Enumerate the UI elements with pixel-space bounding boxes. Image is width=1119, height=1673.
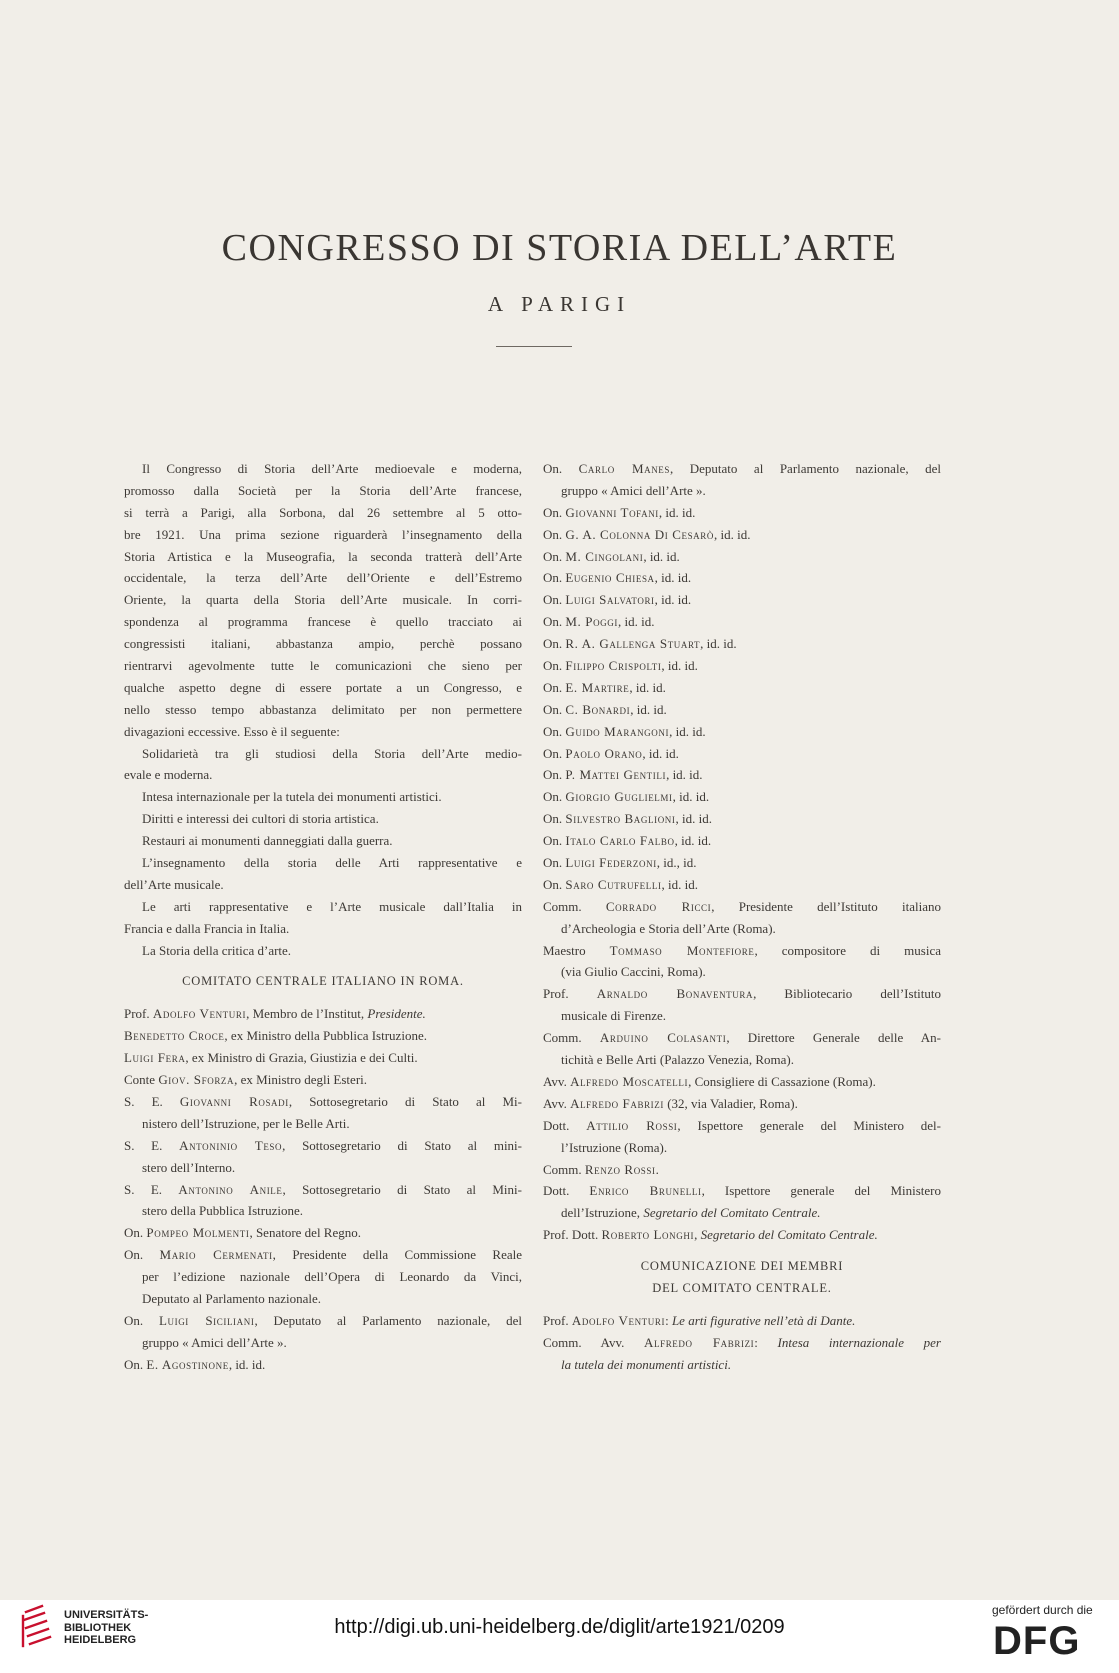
member-name: Silvestro Baglioni xyxy=(565,811,676,827)
topic-item: Solidarietà tra gli studiosi della Storia dell’Arte medio- xyxy=(142,745,522,761)
member-entry: On. G. A. Colonna Di Cesarò, id. id. xyxy=(543,526,751,542)
member-name: Paolo Orano xyxy=(565,745,643,761)
left-column xyxy=(124,458,522,1376)
member-entry: Prof. Arnaldo Bonaventura, Bibliotecario dell’Istituto xyxy=(543,986,941,1002)
member-entry-cont: (via Giulio Caccini, Roma). xyxy=(561,964,706,980)
member-name: Eugenio Chiesa xyxy=(565,570,655,586)
member-entry: On. P. Mattei Gentili, id. id. xyxy=(543,767,703,783)
member-entry: On. Silvestro Baglioni, id. id. xyxy=(543,811,712,827)
topic-list xyxy=(124,743,522,962)
member-entry-cont: nistero dell’Istruzione, per le Belle Arti. xyxy=(142,1115,350,1131)
member-name: Arduino Colasanti xyxy=(599,1030,727,1046)
member-name: Adolfo Venturi xyxy=(152,1006,247,1022)
member-entry: On. Luigi Salvatori, id. id. xyxy=(543,592,692,608)
member-entry-cont: Deputato al Parlamento nazionale. xyxy=(142,1290,322,1306)
member-entry-cont: d’Archeologia e Storia dell’Arte (Roma). xyxy=(561,920,776,936)
member-name: Luigi Siciliani xyxy=(158,1312,255,1328)
member-entry: S. E. Giovanni Rosadi, Sottosegretario di Stato al Mi- xyxy=(124,1093,522,1109)
member-entry: On. Luigi Siciliani, Deputato al Parlamento nazionale, del xyxy=(124,1312,522,1328)
member-list xyxy=(543,458,941,1246)
text-line: spondenza al programma francese è quello tracciato ai xyxy=(124,614,522,630)
topic-item: Intesa internazionale per la tutela dei monumenti artistici. xyxy=(142,789,442,805)
topic-item-cont: dell’Arte musicale. xyxy=(124,876,224,892)
member-entry: On. Filippo Crispolti, id. id. xyxy=(543,658,698,674)
member-name: Roberto Longhi xyxy=(601,1227,695,1243)
member-entry: On. C. Bonardi, id. id. xyxy=(543,701,667,717)
member-name: R. A. Gallenga Stuart xyxy=(565,636,701,652)
member-entry: Luigi Fera, ex Ministro di Grazia, Giustizia e dei Culti. xyxy=(124,1050,418,1066)
member-entry-cont: dell’Istruzione, Segretario del Comitato Centrale. xyxy=(561,1205,821,1221)
member-entry-cont: gruppo « Amici dell’Arte ». xyxy=(561,482,706,498)
member-name: Arnaldo Bonaventura xyxy=(596,986,754,1002)
member-entry: Prof. Adolfo Venturi: Le arti figurative nell’età di Dante. xyxy=(543,1312,856,1328)
member-entry: On. Saro Cutrufelli, id. id. xyxy=(543,876,699,892)
member-entry: On. M. Cingolani, id. id. xyxy=(543,548,680,564)
member-name: Giorgio Guglielmi xyxy=(565,789,673,805)
topic-item: La Storia della critica d’arte. xyxy=(142,942,292,958)
topic-item: Diritti e interessi dei cultori di storia artistica. xyxy=(142,811,379,827)
member-name: Guido Marangoni xyxy=(565,723,670,739)
member-entry: On. M. Poggi, id. id. xyxy=(543,614,655,630)
member-entry: On. Paolo Orano, id. id. xyxy=(543,745,679,761)
title-divider xyxy=(496,346,572,347)
member-entry: On. Pompeo Molmenti, Senatore del Regno. xyxy=(124,1225,361,1241)
topic-item: Restauri ai monumenti danneggiati dalla guerra. xyxy=(142,833,393,849)
comunicazione-heading: COMUNICAZIONE DEI MEMBRI xyxy=(640,1259,844,1274)
member-name: Giov. Sforza xyxy=(158,1072,235,1088)
member-name: Luigi Fera xyxy=(124,1050,186,1066)
member-entry: On. Carlo Manes, Deputato al Parlamento nazionale, del xyxy=(543,461,941,476)
right-column xyxy=(543,458,941,1376)
member-entry-cont: musicale di Firenze. xyxy=(561,1008,667,1024)
member-entry: On. Italo Carlo Falbo, id. id. xyxy=(543,833,712,849)
member-entry: On. E. Martire, id. id. xyxy=(543,679,666,695)
intro-paragraph xyxy=(124,458,522,743)
comunicazione-list xyxy=(543,1310,941,1376)
text-line: promosso dalla Società per la Storia dell’Arte francese, xyxy=(124,482,522,498)
member-name: M. Poggi xyxy=(565,614,618,630)
member-entry: Comm. Avv. Alfredo Fabrizi: Intesa internazionale per xyxy=(543,1334,941,1350)
topic-item-cont: Francia e dalla Francia in Italia. xyxy=(124,920,290,936)
comitato-heading: COMITATO CENTRALE ITALIANO IN ROMA. xyxy=(182,974,464,989)
member-name: Alfredo Fabrizi xyxy=(644,1334,755,1350)
member-entry-cont: stero della Pubblica Istruzione. xyxy=(142,1203,304,1219)
member-entry: Dott. Enrico Brunelli, Ispettore generale del Ministero xyxy=(543,1183,941,1199)
member-name: Corrado Ricci xyxy=(605,898,712,914)
member-entry-cont: stero dell’Interno. xyxy=(142,1159,236,1175)
member-entry: Benedetto Croce, ex Ministro della Pubblica Istruzione. xyxy=(124,1028,427,1044)
library-name-line: HEIDELBERG xyxy=(64,1634,137,1646)
member-entry: On. Luigi Federzoni, id., id. xyxy=(543,855,697,871)
text-line: qualche aspetto degne di essere portate a un Congresso, e xyxy=(124,679,522,695)
member-entry: On. Eugenio Chiesa, id. id. xyxy=(543,570,692,586)
member-entry-cont: tichità e Belle Arti (Palazzo Venezia, Roma). xyxy=(561,1052,794,1068)
member-name: Attilio Rossi xyxy=(586,1117,678,1133)
member-name: Renzo Rossi xyxy=(584,1161,656,1177)
member-entry: Comm. Corrado Ricci, Presidente dell’Istituto italiano xyxy=(543,898,941,914)
member-name: Mario Cermenati xyxy=(159,1247,273,1263)
text-line: divagazioni eccessive. Esso è il seguente: xyxy=(124,723,340,739)
member-entry: Prof. Adolfo Venturi, Membro de l’Institut, Presidente. xyxy=(124,1006,426,1022)
comunicazione-heading-2: DEL COMITATO CENTRALE. xyxy=(652,1280,832,1295)
member-name: Luigi Federzoni xyxy=(565,855,657,871)
member-entry: On. R. A. Gallenga Stuart, id. id. xyxy=(543,636,737,652)
member-name: Enrico Brunelli xyxy=(589,1183,702,1199)
dfg-logo: DFG xyxy=(993,1619,1081,1663)
text-line: nello stesso tempo abbastanza delimitato per non permettere xyxy=(124,701,522,717)
text-line: occidentale, la terza dell’Arte dell’Oriente e dell’Estremo xyxy=(124,570,522,586)
text-line: Oriente, la quarta della Storia dell’Arte musicale. In corri- xyxy=(124,592,522,608)
member-entry: On. Giorgio Guglielmi, id. id. xyxy=(543,789,710,805)
text-line: Storia Artistica e la Museografia, la seconda tratterà dell’Arte xyxy=(124,548,522,564)
document-url-link[interactable]: http://digi.ub.uni-heidelberg.de/diglit/arte1921/0209 xyxy=(334,1616,785,1638)
member-entry: On. Guido Marangoni, id. id. xyxy=(543,723,706,739)
member-list xyxy=(124,1003,522,1375)
member-name: Adolfo Venturi xyxy=(571,1312,666,1328)
member-entry: On. E. Agostinone, id. id. xyxy=(124,1356,266,1372)
member-name: P. Mattei Gentili xyxy=(565,767,667,783)
text-line: si terrà a Parigi, alla Sorbona, dal 26 settembre al 5 otto- xyxy=(124,504,522,520)
member-entry: On. Giovanni Tofani, id. id. xyxy=(543,504,696,520)
topic-item: L’insegnamento della storia delle Arti rappresentative e xyxy=(142,855,522,871)
member-name: Antonino Anile xyxy=(178,1181,283,1197)
text-line: Il Congresso di Storia dell’Arte medioevale e moderna, xyxy=(142,461,522,476)
page-title: CONGRESSO DI STORIA DELL’ARTE xyxy=(221,227,898,269)
member-name: Saro Cutrufelli xyxy=(565,876,662,892)
member-name: E. Agostinone xyxy=(146,1356,229,1372)
member-entry-cont: per l’edizione nazionale dell’Opera di Leonardo da Vinci, xyxy=(142,1269,522,1285)
member-name: Alfredo Fabrizi xyxy=(570,1095,664,1111)
member-entry: S. E. Antoninio Teso, Sottosegretario di Stato al mini- xyxy=(124,1137,522,1153)
member-entry: Comm. Renzo Rossi. xyxy=(543,1161,659,1177)
member-name: Giovanni Tofani xyxy=(565,504,659,520)
topic-item-cont: evale e moderna. xyxy=(124,767,213,783)
member-name: Giovanni Rosadi xyxy=(179,1093,289,1109)
member-entry: Prof. Dott. Roberto Longhi, Segretario del Comitato Centrale. xyxy=(543,1227,878,1243)
text-line: congressisti italiani, abbastanza ampio, perchè possano xyxy=(124,636,522,652)
topic-item: Le arti rappresentative e l’Arte musicale dall’Italia in xyxy=(142,898,522,914)
member-entry: On. Mario Cermenati, Presidente della Commissione Reale xyxy=(124,1247,522,1263)
member-entry: Maestro Tommaso Montefiore, compositore di musica xyxy=(543,942,941,958)
member-name: Benedetto Croce xyxy=(124,1028,225,1044)
member-entry: Comm. Arduino Colasanti, Direttore Generale delle An- xyxy=(543,1030,941,1046)
member-entry: Avv. Alfredo Moscatelli, Consigliere di Cassazione (Roma). xyxy=(543,1073,876,1089)
text-line: bre 1921. Una prima sezione riguarderà l’insegnamento della xyxy=(124,526,522,542)
member-entry: Conte Giov. Sforza, ex Ministro degli Esteri. xyxy=(124,1072,368,1088)
member-entry: Dott. Attilio Rossi, Ispettore generale del Ministero del- xyxy=(543,1117,941,1133)
member-entry-cont: l’Istruzione (Roma). xyxy=(561,1139,668,1155)
member-name: G. A. Colonna Di Cesarò xyxy=(565,526,714,542)
member-name: M. Cingolani xyxy=(565,548,644,564)
member-entry: Avv. Alfredo Fabrizi (32, via Valadier, Roma). xyxy=(543,1095,798,1111)
member-entry-cont: la tutela dei monumenti artistici. xyxy=(561,1356,732,1372)
member-name: Alfredo Moscatelli xyxy=(570,1073,689,1089)
member-name: Tommaso Montefiore xyxy=(609,942,755,958)
library-name-line: BIBLIOTHEK xyxy=(64,1621,132,1634)
member-name: Antoninio Teso xyxy=(179,1137,283,1153)
member-entry: S. E. Antonino Anile, Sottosegretario di Stato al Mini- xyxy=(124,1181,522,1197)
member-name: Carlo Manes xyxy=(578,461,670,476)
member-name: C. Bonardi xyxy=(565,701,631,717)
member-name: Filippo Crispolti xyxy=(565,658,662,674)
sponsor-text: gefördert durch die xyxy=(992,1603,1093,1617)
text-line: rientrarvi agevolmente tutte le comunicazioni che sieno per xyxy=(124,658,522,674)
page-subtitle: A PARIGI xyxy=(487,292,632,316)
member-name: Italo Carlo Falbo xyxy=(565,833,675,849)
member-name: E. Martire xyxy=(565,679,630,695)
member-name: Pompeo Molmenti xyxy=(146,1225,250,1241)
library-name-line: UNIVERSITÄTS- xyxy=(64,1609,149,1621)
member-name: Luigi Salvatori xyxy=(565,592,655,608)
member-entry-cont: gruppo « Amici dell’Arte ». xyxy=(142,1334,287,1350)
